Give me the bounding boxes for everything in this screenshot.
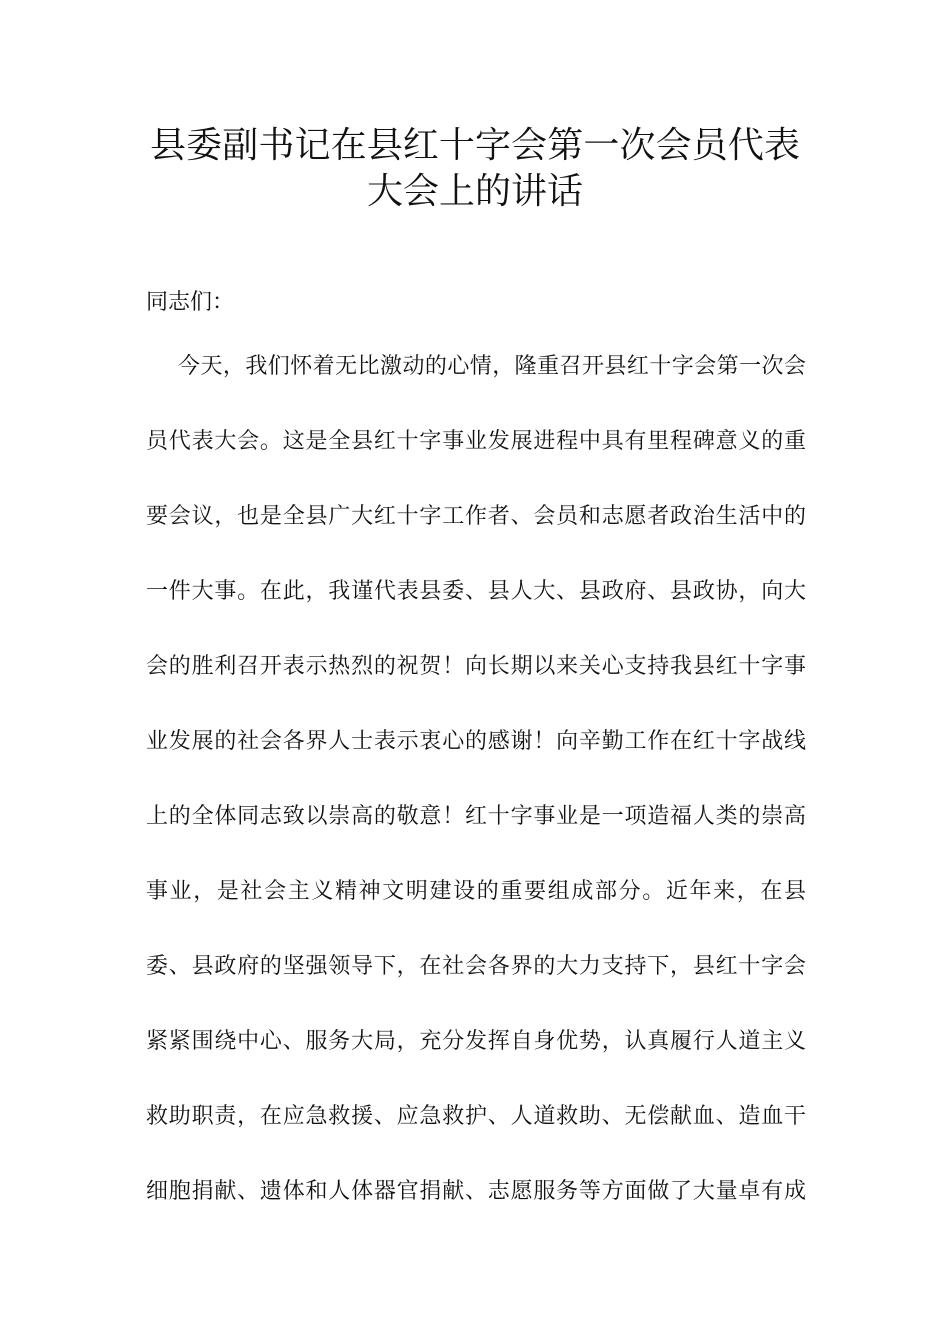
body-line: 救助职责，在应急救援、应急救护、人道救助、无偿献血、造血干 [146, 1104, 806, 1129]
body-line: 今天，我们怀着无比激动的心情，隆重召开县红十字会第一次会 [178, 354, 806, 379]
body-line: 事业，是社会主义精神文明建设的重要组成部分。近年来，在县 [146, 879, 806, 904]
body-line: 一件大事。在此，我谨代表县委、县人大、县政府、县政协，向大 [146, 579, 806, 604]
body-line: 业发展的社会各界人士表示衷心的感谢！向辛勤工作在红十字战线 [146, 729, 806, 754]
body-line: 要会议，也是全县广大红十字工作者、会员和志愿者政治生活中的 [146, 504, 806, 529]
body-line: 员代表大会。这是全县红十字事业发展进程中具有里程碑意义的重 [146, 429, 806, 454]
document-title-line-1: 县委副书记在县红十字会第一次会员代表 [150, 125, 800, 166]
body-line: 会的胜利召开表示热烈的祝贺！向长期以来关心支持我县红十字事 [146, 654, 806, 679]
body-line: 委、县政府的坚强领导下，在社会各界的大力支持下，县红十字会 [146, 954, 806, 979]
body-line: 细胞捐献、遗体和人体器官捐献、志愿服务等方面做了大量卓有成 [146, 1179, 806, 1204]
document-title-line-2: 大会上的讲话 [366, 171, 583, 212]
body-line: 紧紧围绕中心、服务大局，充分发挥自身优势，认真履行人道主义 [146, 1029, 806, 1054]
salutation: 同志们： [146, 290, 235, 315]
body-line: 上的全体同志致以崇高的敬意！红十字事业是一项造福人类的崇高 [146, 804, 806, 829]
